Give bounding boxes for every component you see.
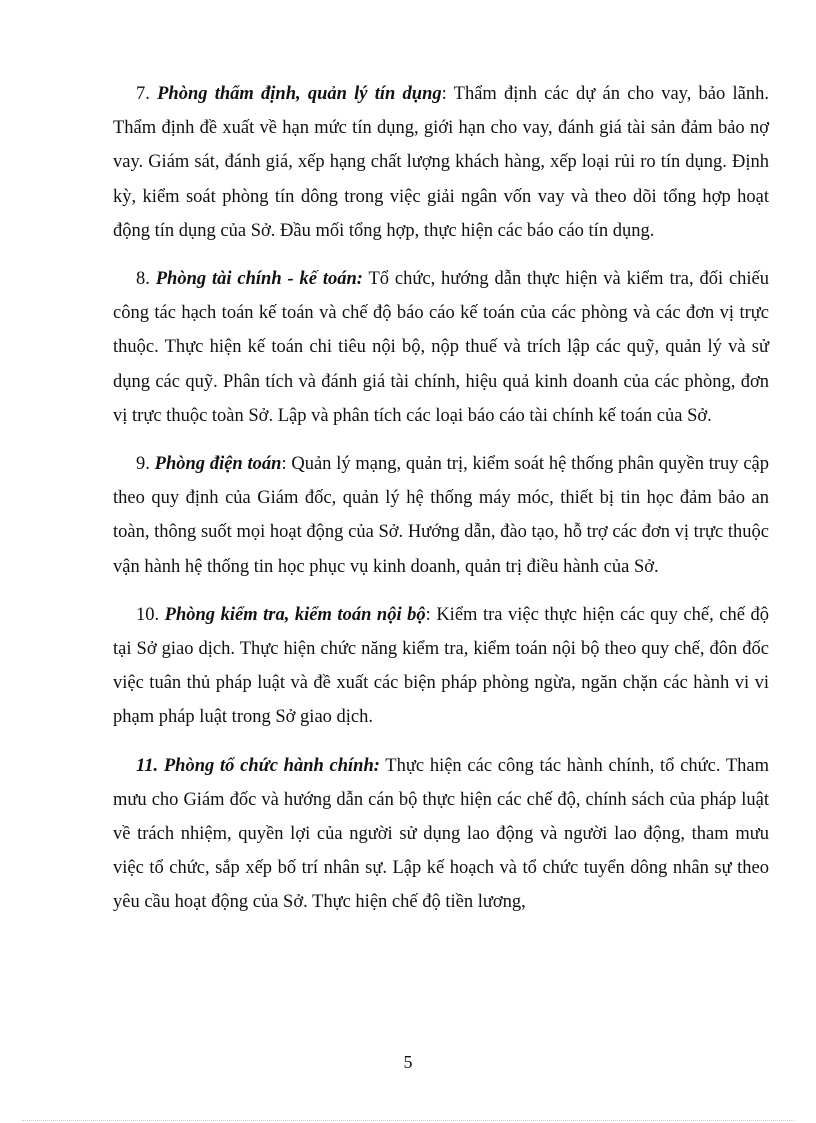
section-11-heading: Phòng tổ chức hành chính: — [163, 755, 380, 776]
section-11-body: Thực hiện các công tác hành chính, tổ chức. Tham mưu cho Giám đốc và hướng dẫn cán bộ thực hiện các chế độ, chính sách của pháp luật về trách nhiệm, quyền lợi của người sử dụng lao động và người lao động, tham mưu việc tổ chức, sắp xếp bố trí nhân sự. Lập kế hoạch và tổ chức tuyển dông nhân sự theo yêu cầu hoạt động của Sở. Thực hiện chế độ tiền lương, — [113, 755, 769, 913]
section-8-paragraph — [113, 262, 769, 433]
section-10-separator: : — [425, 604, 431, 625]
section-9-heading: Phòng điện toán — [154, 454, 282, 475]
section-8-body: Tổ chức, hướng dẫn thực hiện và kiểm tra, đối chiếu công tác hạch toán kế toán và chế độ báo cáo kế toán của các phòng và các đơn vị trực thuộc. Thực hiện kế toán chi tiêu nội bộ, nộp thuế và trích lập các quỹ, quản lý và sử dụng các quỹ. Phân tích và đánh giá tài chính, hiệu quả kinh doanh của các phòng, đơn vị trực thuộc toàn Sở. Lập và phân tích các loại báo cáo tài chính kế toán của Sở. — [113, 269, 770, 426]
section-10-body: Kiểm tra việc thực hiện các quy chế, chế độ tại Sở giao dịch. Thực hiện chức năng kiểm tra, kiểm toán nội bộ theo quy chế, đôn đốc việc tuân thủ pháp luật và đề xuất các biện pháp phòng ngừa, ngăn chặn các hành vi vi phạm pháp luật trong Sở giao dịch. — [113, 604, 769, 728]
section-10-heading: Phòng kiểm tra, kiểm toán nội bộ — [164, 604, 426, 625]
section-11-number: 11. — [136, 755, 159, 776]
section-9-separator: : — [281, 454, 287, 475]
section-8-number: 8. — [136, 269, 150, 290]
section-9-number: 9. — [136, 454, 150, 475]
section-8-heading: Phòng tài chính - kế toán: — [155, 269, 363, 290]
page-number: 5 — [403, 1052, 413, 1072]
section-9-paragraph — [113, 447, 769, 584]
section-7-paragraph — [113, 77, 769, 248]
section-11-paragraph — [113, 749, 769, 920]
section-7-heading: Phòng thẩm định, quản lý tín dụng — [157, 84, 442, 104]
section-7-number: 7. — [136, 84, 150, 104]
section-7-body: Thẩm định các dự án cho vay, bảo lãnh. Thẩm định đề xuất về hạn mức tín dụng, giới hạn cho vay, đánh giá tài sản đảm bảo nợ vay. Giám sát, đánh giá, xếp hạng chất lượng khách hàng, xếp loại rủi ro tín dụng. Định kỳ, kiểm soát phòng tín dông trong việc giải ngân vốn vay và theo dõi tổng hợp hoạt động tín dụng của Sở. Đầu mối tổng hợp, thực hiện các báo cáo tín dụng. — [113, 84, 769, 241]
section-7-separator: : — [441, 84, 447, 104]
page-bottom-divider — [22, 1120, 794, 1121]
section-10-paragraph — [113, 598, 769, 735]
section-10-number: 10. — [136, 604, 160, 625]
section-9-body: Quản lý mạng, quản trị, kiểm soát hệ thống phân quyền truy cập theo quy định của Giám đốc, quản lý hệ thống máy móc, thiết bị tin học đảm bảo an toàn, thông suốt mọi hoạt động của Sở. Hướng dẫn, đào tạo, hỗ trợ các đơn vị trực thuộc vận hành hệ thống tin học phục vụ kinh doanh, quản trị điều hành của Sở. — [113, 454, 769, 577]
document-body — [113, 77, 769, 934]
